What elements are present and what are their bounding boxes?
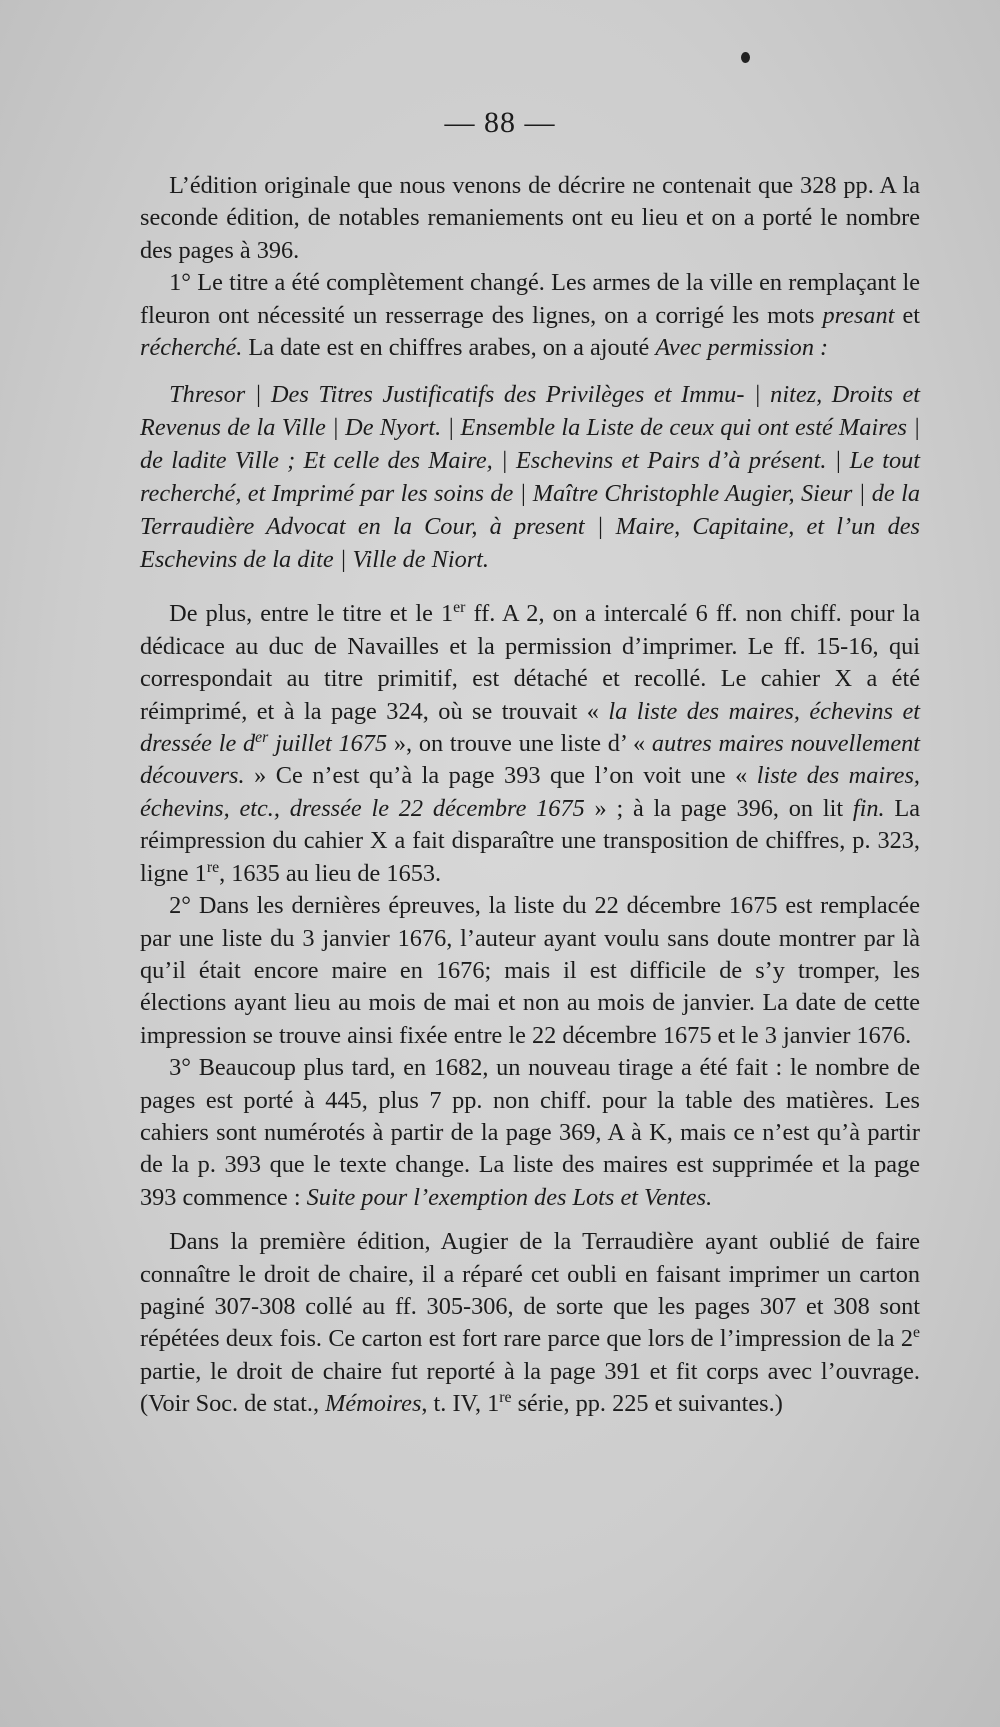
text-segment: partie, le droit de chaire fut reporté à la page 391 et fit corps avec l’ouvrage. (Voir Soc. de stat., xyxy=(140,1357,920,1418)
text-segment: , 1635 au lieu de 1653. xyxy=(219,859,442,887)
title-quote-paragraph xyxy=(140,378,920,576)
text-segment: re xyxy=(499,1389,512,1407)
text-segment: La réimpression du cahier X a fait disparaître une transposition de chiffres, p. 323, ligne 1 xyxy=(140,794,920,887)
text-segment: La date est en chiffres arabes, on a ajouté xyxy=(242,334,656,362)
text-segment: série, pp. 225 et suivantes.) xyxy=(511,1390,783,1418)
text-segment: et xyxy=(894,301,921,329)
text-segment: » ; à la page 396, on lit xyxy=(584,794,853,822)
italic-text: Avec permission : xyxy=(655,334,829,362)
text-segment: Thresor | Des Titres Justificatifs des Privilèges et Immu- | nitez, Droits et Revenus de la Ville | De Nyort. | Ensemble la Liste de ceux qui ont esté Maires | de ladite Ville ; Et celle des Maire, | Eschevins et Pairs d’à présent. | Le tout recherché, et Imprimé par les soins de | Maître Christophle Augier, Sieur | de la Terraudière Advocat en la Cour, à present | Maire, Capitaine, et l’un des Eschevins de la dite | Ville de Niort. xyxy=(140,381,920,574)
text-segment: », on trouve une liste d’ « xyxy=(387,730,652,758)
text-segment: 2° Dans les dernières épreuves, la liste du 22 décembre 1675 est remplacée par une liste du 3 janvier 1676, l’auteur ayant voulu sans doute montrer par là qu’il était encore maire en 1676; mais il est difficile de s’y tromper, les élections ayant lieu au mois de mai et non au mois de janvier. La date de cette impression se trouve ainsi fixée entre le 22 décembre 1675 et le 3 janvier 1676. xyxy=(140,892,920,1049)
italic-text: la liste des maires, échevins et dressée le d xyxy=(140,697,920,758)
italic-text: autres maires nouvellement découvers. xyxy=(140,730,921,790)
text-segment: er xyxy=(453,599,466,617)
paragraph xyxy=(140,1226,920,1420)
paragraph xyxy=(140,890,920,1052)
text-segment: » Ce n’est qu’à la page 393 que l’on voit une « xyxy=(244,762,757,790)
paragraph xyxy=(140,267,920,364)
text-segment: De plus, entre le titre et le 1 xyxy=(169,600,454,628)
text-segment: L’édition originale que nous venons de décrire ne contenait que 328 pp. A la seconde édition, de notables remaniements ont eu lieu et on a porté le nombre des pages à 396. xyxy=(140,172,920,264)
italic-text: Suite pour l’exemption des Lots et Ventes. xyxy=(306,1183,713,1211)
italic-text: juillet 1675 xyxy=(268,730,388,758)
paragraph xyxy=(140,170,920,267)
paragraph xyxy=(140,1052,920,1214)
text-segment: 3° Beaucoup plus tard, en 1682, un nouveau tirage a été fait : le nombre de pages est porté à 445, plus 7 pp. non chiff. pour la table des matières. Les cahiers sont numérotés à partir de la page 369, A à K, mais ce n’est qu’à partir de la p. 393 que le texte change. La liste des maires est supprimée et la page 393 commence : xyxy=(140,1054,920,1211)
italic-text: récherché. xyxy=(140,334,243,362)
body-text xyxy=(140,170,920,1421)
text-segment: ff. A 2, on a intercalé 6 ff. non chiff. pour la dédicace au duc de Navailles et la permission d’imprimer. Le ff. 15-16, qui correspondait au titre primitif, est détaché et recollé. Le cahier X a été réimprimé, et à la page 324, où se trouvait « xyxy=(140,600,920,725)
paragraph xyxy=(140,598,920,890)
italic-text: liste des maires, échevins, etc., dressée le 22 décembre 1675 xyxy=(140,762,920,822)
italic-text: presant xyxy=(822,301,895,329)
ink-speck xyxy=(741,52,750,63)
italic-text: fin. xyxy=(852,794,885,822)
text-segment: e xyxy=(912,1324,920,1342)
text-segment: Dans la première édition, Augier de la Terraudière ayant oublié de faire connaître le droit de chaire, il a réparé cet oubli en faisant imprimer un carton paginé 307-308 collé au ff. 305-306, de sorte que les pages 307 et 308 sont répétées deux fois. Ce carton est fort rare parce que lors de l’impression de la 2 xyxy=(140,1228,920,1353)
text-segment: , t. IV, 1 xyxy=(421,1390,500,1418)
italic-text: Mémoires xyxy=(325,1390,422,1418)
text-segment: 1° Le titre a été complètement changé. Les armes de la ville en remplaçant le fleuron ont nécessité un resserrage des lignes, on a corrigé les mots xyxy=(140,269,920,329)
page-number: — 88 — xyxy=(444,106,556,139)
text-segment: re xyxy=(206,858,220,876)
italic-text: er xyxy=(255,728,269,746)
